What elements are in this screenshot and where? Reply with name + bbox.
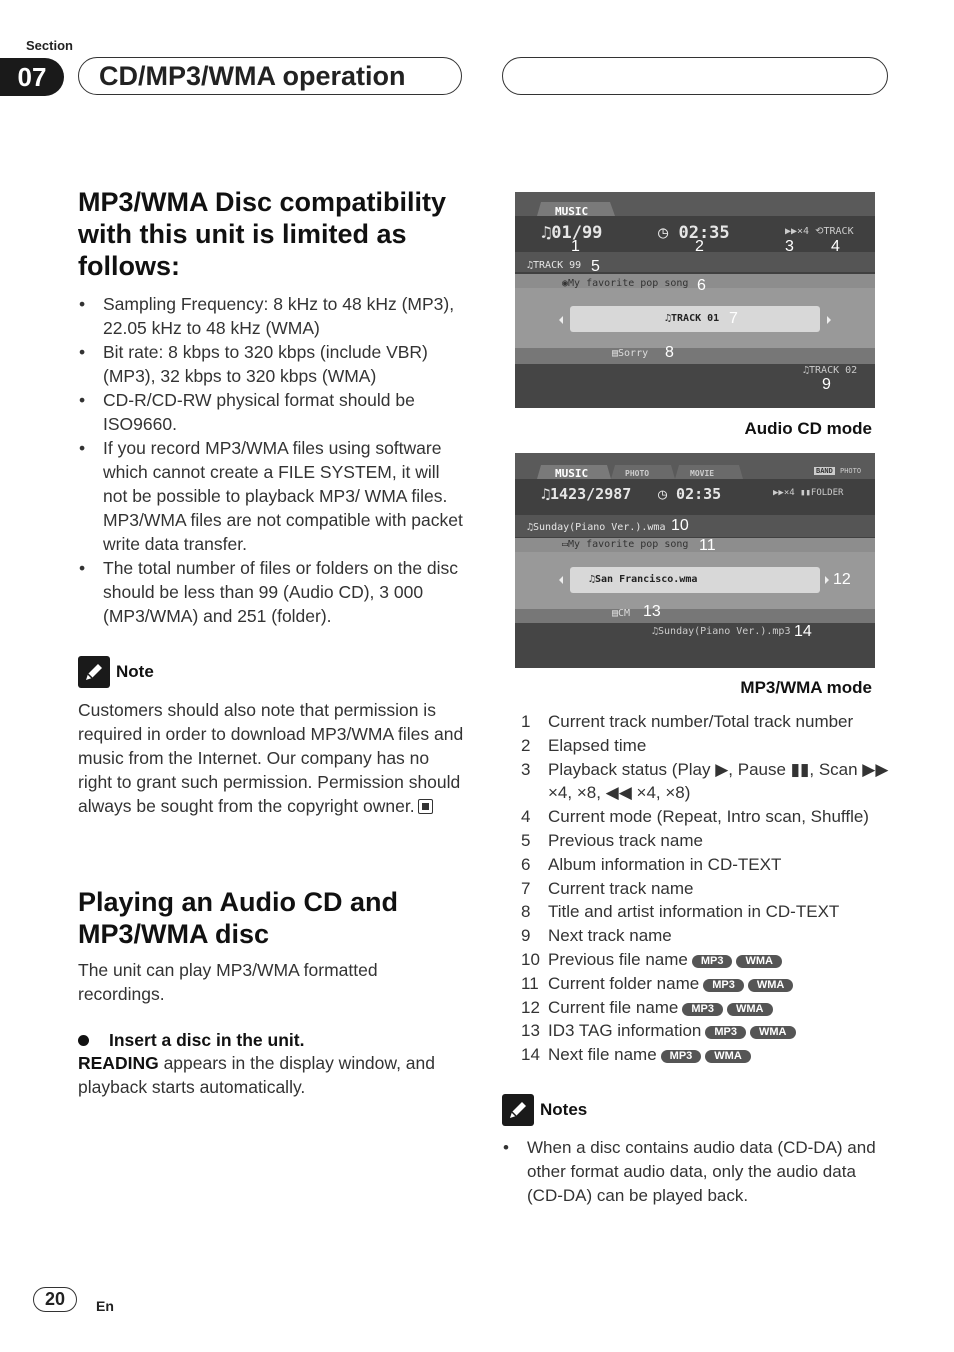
audio-cd-screen bbox=[515, 192, 875, 408]
legend-number: 7 bbox=[521, 878, 531, 898]
section-subtitle-box bbox=[502, 57, 888, 95]
legend-item bbox=[521, 900, 891, 924]
legend-number: 4 bbox=[521, 807, 531, 827]
section-title-text: CD/MP3/WMA operation bbox=[99, 60, 406, 91]
legend-number: 6 bbox=[521, 854, 531, 874]
reading-term: READING bbox=[78, 1053, 159, 1073]
callout-2: 2 bbox=[695, 238, 704, 255]
legend-text: Next track name bbox=[548, 926, 672, 946]
legend-item bbox=[521, 1019, 891, 1043]
compat-bullet-extra: MP3/WMA files are not compatible with packet write data transfer. bbox=[103, 510, 463, 554]
callout-11: 11 bbox=[699, 537, 716, 554]
callout-8: 8 bbox=[665, 344, 674, 361]
callout-14: 14 bbox=[794, 623, 812, 640]
note-label: Note bbox=[116, 662, 154, 681]
cd-playback-status: ▶▶×4 ⟲TRACK bbox=[785, 226, 854, 237]
legend-text: Current mode (Repeat, Intro scan, Shuffle) bbox=[548, 807, 869, 827]
note-text: Customers should also note that permission is required in order to download MP3/WMA files and music from the Internet. Our company has no right to grant such permission. Permission should always be sought from the copyright owner. bbox=[78, 700, 464, 816]
legend-item bbox=[521, 710, 891, 734]
callout-7: 7 bbox=[729, 310, 738, 327]
legend-text: Playback status (Play ▶, Pause ▮▮, Scan ▶▶ ×4, ×8, ◀◀ ×4, ×8) bbox=[548, 759, 889, 803]
callout-12: 12 bbox=[833, 571, 851, 588]
mp3-id3-info: ▤CM bbox=[612, 608, 631, 619]
callout-9: 9 bbox=[822, 376, 831, 393]
legend-item bbox=[521, 853, 891, 877]
notes-header bbox=[502, 1094, 892, 1126]
notes-list bbox=[502, 1136, 892, 1208]
mp3-wma-screen bbox=[515, 453, 875, 668]
compat-bullet-list bbox=[78, 292, 468, 628]
compat-bullet: • Sampling Frequency: 8 kHz to 48 kHz (MP3), 22.05 kHz to 48 kHz (WMA) bbox=[78, 292, 468, 340]
left-column bbox=[78, 186, 468, 1099]
legend-text: Album information in CD-TEXT bbox=[548, 854, 782, 874]
callout-13: 13 bbox=[643, 603, 661, 620]
legend-number: 2 bbox=[521, 735, 531, 755]
legend-number: 1 bbox=[521, 712, 531, 731]
legend-text: Elapsed time bbox=[548, 735, 647, 755]
legend-item bbox=[521, 948, 891, 972]
cd-elapsed-time: ◷ 02:35 bbox=[658, 223, 730, 243]
pencil-notes-icon bbox=[502, 1094, 534, 1126]
legend-number: 14 bbox=[521, 1045, 540, 1065]
mp3-badge: MP3 bbox=[682, 1003, 723, 1016]
legend-text: Previous track name bbox=[548, 830, 703, 850]
pencil-note-icon bbox=[78, 656, 110, 688]
mp3-badge: MP3 bbox=[661, 1050, 702, 1063]
cd-album-info: ◉My favorite pop song bbox=[562, 278, 689, 289]
legend-number: 11 bbox=[521, 973, 539, 993]
legend-item bbox=[521, 734, 891, 758]
section-title bbox=[78, 57, 462, 95]
compat-bullet: • Bit rate: 8 kbps to 320 kbps (include VBR) (MP3), 32 kbps to 320 kbps (WMA) bbox=[78, 340, 468, 388]
callout-3: 3 bbox=[785, 238, 794, 255]
mp3-tab-movie: MOVIE bbox=[690, 469, 715, 478]
legend-text: Current folder name bbox=[548, 973, 700, 993]
notes-label: Notes bbox=[540, 1100, 588, 1119]
step-text: Insert a disc in the unit. bbox=[109, 1030, 305, 1050]
legend-text: Previous file name bbox=[548, 949, 688, 969]
cd-title-info: ▤Sorry bbox=[612, 348, 649, 359]
legend-item bbox=[521, 758, 891, 806]
mp3-band-photo: PHOTO bbox=[840, 467, 862, 475]
legend-item bbox=[521, 1043, 891, 1067]
wma-badge: WMA bbox=[705, 1050, 751, 1063]
section-label: Section bbox=[26, 38, 73, 53]
section-number: 07 bbox=[0, 58, 64, 96]
compat-bullet: • If you record MP3/WMA files using software which cannot create a FILE SYSTEM, it will not be possible to playback MP3/ WMA files. bbox=[103, 438, 448, 506]
legend-number: 3 bbox=[521, 759, 531, 779]
audio-cd-caption: Audio CD mode bbox=[744, 419, 872, 438]
legend-item bbox=[521, 972, 891, 996]
legend-number: 8 bbox=[521, 902, 531, 922]
legend-item bbox=[521, 829, 891, 853]
legend-number: 12 bbox=[521, 997, 540, 1017]
mp3-next-file: ♫Sunday(Piano Ver.).mp3 bbox=[652, 626, 791, 637]
mp3-current-file: ♫San Francisco.wma bbox=[589, 574, 698, 585]
language-label: En bbox=[96, 1298, 114, 1314]
notes-section bbox=[502, 1094, 892, 1208]
cd-next-track: ♫TRACK 02 bbox=[803, 365, 858, 376]
legend-item bbox=[521, 924, 891, 948]
legend-text: ID3 TAG information bbox=[548, 1021, 702, 1041]
cd-tab-music: MUSIC bbox=[555, 205, 589, 218]
compat-bullet-item bbox=[78, 436, 468, 556]
mp3-badge: MP3 bbox=[705, 1026, 746, 1039]
mp3-wma-caption: MP3/WMA mode bbox=[740, 678, 872, 697]
notes-item: • When a disc contains audio data (CD-DA) and other format audio data, only the audio data (CD-DA) can be played back. bbox=[502, 1136, 892, 1208]
cd-prev-track: ♫TRACK 99 bbox=[527, 260, 582, 271]
wma-badge: WMA bbox=[727, 1003, 773, 1016]
end-mark-icon bbox=[418, 799, 433, 814]
legend-number: 10 bbox=[521, 949, 540, 969]
page-number-text: 20 bbox=[44, 1289, 66, 1309]
compat-heading: MP3/WMA Disc compatibility with this unit is limited as follows: bbox=[78, 187, 447, 281]
cd-current-track: ♫TRACK 01 bbox=[665, 313, 720, 324]
step-description-text: appears in the display window, and playback starts automatically. bbox=[78, 1053, 435, 1097]
legend-number: 5 bbox=[521, 830, 531, 850]
legend-text: Next file name bbox=[548, 1045, 657, 1065]
mp3-track-count: ♫1423/2987 bbox=[541, 485, 632, 503]
callout-6: 6 bbox=[697, 277, 706, 294]
mp3-badge: MP3 bbox=[692, 955, 733, 968]
mp3-badge: MP3 bbox=[703, 979, 744, 992]
compat-bullet: • The total number of files or folders on the disc should be less than 99 (Audio CD), 3 000 (MP3/WMA) and 251 (folder). bbox=[78, 556, 468, 628]
playing-intro: The unit can play MP3/WMA formatted recordings. bbox=[78, 960, 378, 1004]
legend-number: 9 bbox=[521, 926, 531, 946]
note-header bbox=[78, 656, 468, 688]
callout-10: 10 bbox=[671, 517, 689, 534]
mp3-elapsed-time: ◷ 02:35 bbox=[658, 485, 722, 503]
step-bullet-icon bbox=[78, 1035, 89, 1046]
wma-badge: WMA bbox=[750, 1026, 796, 1039]
legend-item bbox=[521, 877, 891, 901]
callout-1: 1 bbox=[571, 238, 580, 255]
mp3-folder-name: ▭My favorite pop song bbox=[562, 539, 689, 550]
step-description bbox=[78, 1051, 468, 1099]
legend-item bbox=[521, 996, 891, 1020]
playing-heading: Playing an Audio CD and MP3/WMA disc bbox=[78, 887, 399, 949]
compat-bullet: • CD-R/CD-RW physical format should be ISO9660. bbox=[78, 388, 468, 436]
callout-4: 4 bbox=[831, 238, 840, 255]
page-number bbox=[33, 1287, 77, 1312]
callout-5: 5 bbox=[591, 258, 600, 275]
legend-list bbox=[521, 710, 891, 1067]
legend-text: Current track name bbox=[548, 878, 694, 898]
legend-text: Current file name bbox=[548, 997, 679, 1017]
wma-badge: WMA bbox=[748, 979, 794, 992]
cd-track-count: ♫01/99 bbox=[541, 223, 603, 243]
mp3-playback-status: ▶▶×4 ▮▮FOLDER bbox=[773, 488, 844, 498]
mp3-tab-photo: PHOTO bbox=[625, 469, 650, 478]
step-row bbox=[78, 1030, 468, 1051]
mp3-prev-file: ♫Sunday(Piano Ver.).wma bbox=[527, 522, 666, 533]
legend-text: Title and artist information in CD-TEXT bbox=[548, 902, 840, 922]
mp3-band-label: BAND bbox=[816, 467, 833, 475]
legend-text: Current track number/Total track number bbox=[548, 712, 854, 731]
legend-number: 13 bbox=[521, 1021, 540, 1041]
legend-item bbox=[521, 805, 891, 829]
mp3-tab-music: MUSIC bbox=[555, 467, 589, 480]
wma-badge: WMA bbox=[736, 955, 782, 968]
note-text-block bbox=[78, 698, 468, 818]
